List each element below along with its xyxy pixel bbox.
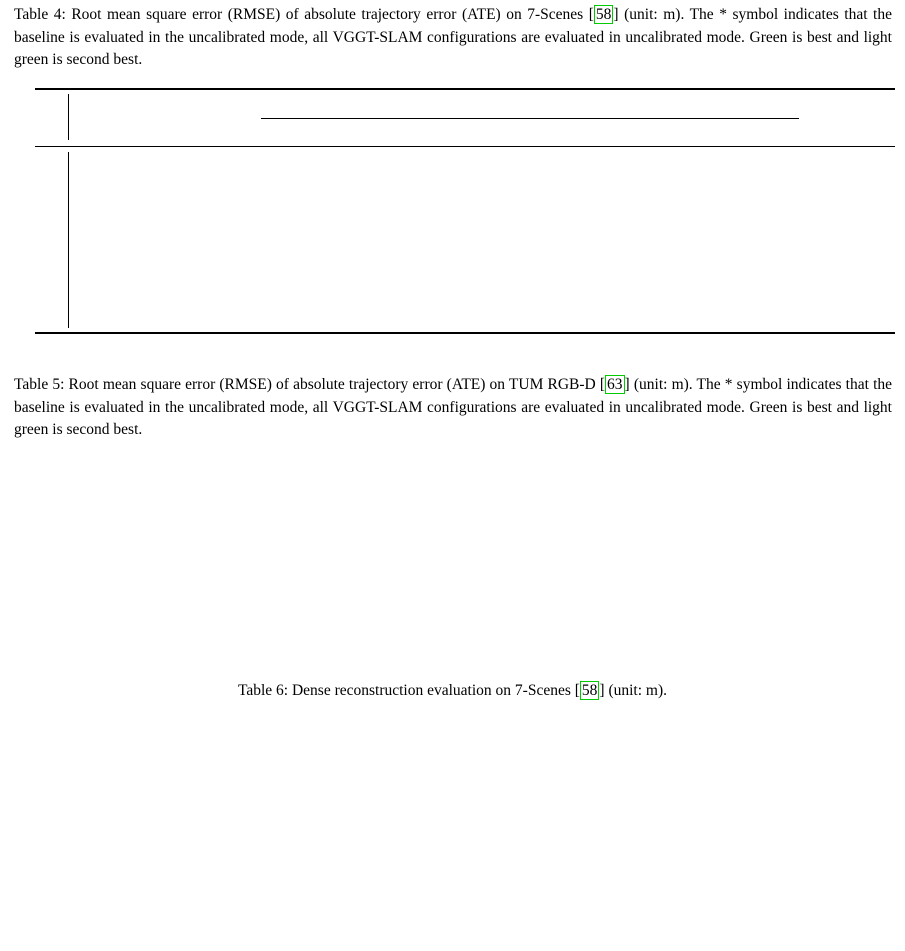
sequence-header bbox=[261, 95, 799, 115]
table5 bbox=[14, 456, 893, 664]
avg-header bbox=[798, 104, 866, 124]
table-rule bbox=[35, 146, 895, 147]
table6-caption: Table 6: Dense reconstruction evaluation on 7-Scenes [ 58 ] (unit: m). bbox=[237, 682, 668, 699]
table6 bbox=[229, 716, 661, 948]
sequence-underline bbox=[261, 118, 799, 119]
table-rule bbox=[35, 88, 895, 90]
table4 bbox=[35, 88, 895, 333]
body-divider bbox=[68, 152, 69, 328]
table5-caption: Table 5: Root mean square error (RMSE) of absolute trajectory error (ATE) on TUM RGB-D [ 63 ] (unit: m). The * symbol indicates that the baseline is evaluated in the uncalibrated mode, all VGGT-SLAM configurations are evaluated in uncalibrated mode. Green is best and light green is second best. bbox=[14, 376, 892, 438]
table4-caption: Table 4: Root mean square error (RMSE) of absolute trajectory error (ATE) on 7-Scenes [ 58 ] (unit: m). The * symbol indicates that the baseline is evaluated in the uncalibrated mode, all VGGT-SLAM configurations are evaluated in uncalibrated mode. Green is best and light green is second best. bbox=[14, 6, 892, 68]
header-divider bbox=[68, 94, 69, 140]
table-rule bbox=[35, 332, 895, 334]
